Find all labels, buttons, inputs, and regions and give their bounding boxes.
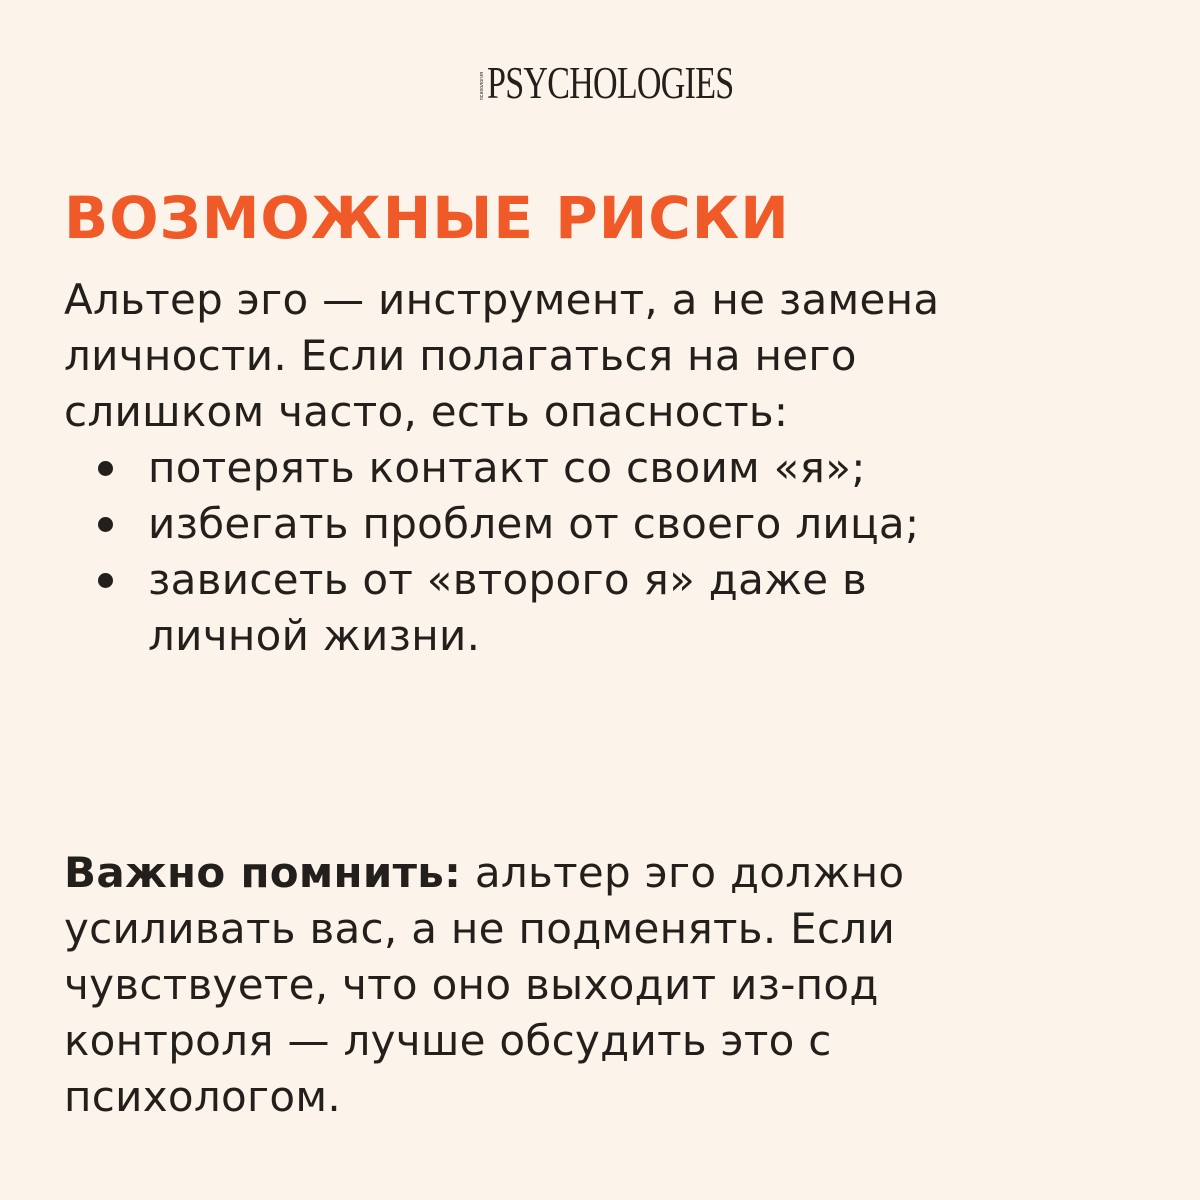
note-line: психологом.	[64, 1072, 342, 1121]
intro-line: личности. Если полагаться на него	[64, 331, 857, 380]
brand-logo	[0, 58, 1200, 108]
list-item	[64, 552, 919, 664]
note-first-line	[64, 845, 904, 901]
intro-paragraph	[64, 272, 939, 440]
note-first-line-rest: альтер эго должно	[461, 848, 905, 897]
list-item	[64, 496, 919, 552]
brand-small-text: психология	[479, 71, 485, 101]
list-item	[64, 440, 919, 496]
intro-line: Альтер эго — инструмент, а не замена	[64, 275, 940, 324]
intro-line: слишком часто, есть опасность:	[64, 387, 789, 436]
list-item-line: потерять контакт со своим «я»;	[148, 443, 866, 492]
note-line: контроля — лучше обсудить это с	[64, 1016, 832, 1065]
list-item-line: личной жизни.	[148, 611, 481, 660]
brand-name: PSYCHOLOGIES	[487, 57, 734, 108]
important-note	[64, 845, 904, 1125]
list-item-line: зависеть от «второго я» даже в	[148, 555, 868, 604]
note-line: чувствуете, что оно выходит из-под	[64, 960, 879, 1009]
risk-list	[64, 440, 919, 664]
note-line: усиливать вас, а не подменять. Если	[64, 904, 896, 953]
page-title: ВОЗМОЖНЫЕ РИСКИ	[64, 184, 790, 252]
note-label: Важно помнить:	[64, 848, 462, 897]
list-item-line: избегать проблем от своего лица;	[148, 499, 920, 548]
